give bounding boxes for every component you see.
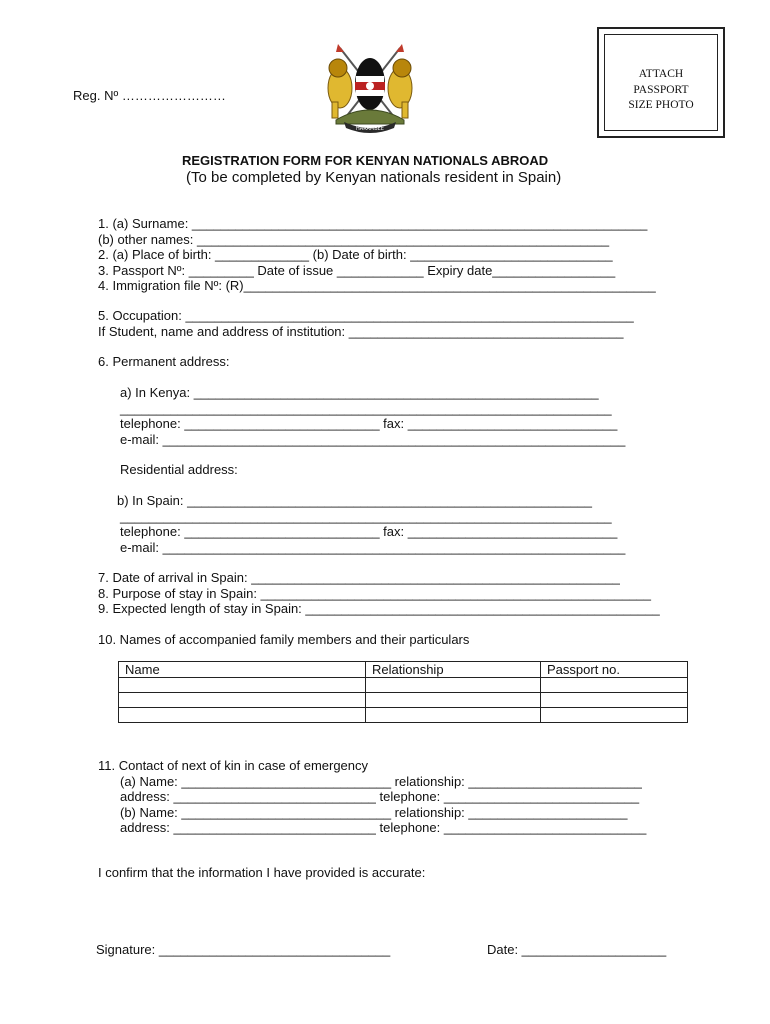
form-title: REGISTRATION FORM FOR KENYAN NATIONALS ABROAD [182,153,549,168]
other-names-field[interactable]: (b) other names: _________________________________________________________ [98,231,610,247]
spain-address-field[interactable]: b) In Spain: ________________________________________________________ [117,493,592,508]
signature-field[interactable]: Signature: ________________________________ [96,942,391,957]
spain-email-field[interactable]: e-mail: ________________________________________________________________ [120,539,626,555]
table-row[interactable] [119,678,688,693]
photo-label-line-2: PASSPORT [633,83,689,96]
family-members-table [118,661,688,723]
spain-address-line-2[interactable]: ____________________________________________________________________ [120,508,612,524]
photo-label-line-1: ATTACH [638,68,684,80]
family-members-heading: 10. Names of accompanied family members and their particulars [98,632,470,647]
kin-b-address-field[interactable]: address: ____________________________ telephone: ____________________________ [120,820,647,835]
passport-field[interactable]: 3. Passport Nº: _________ Date of issue ____________ Expiry date_________________ [98,262,616,278]
kin-b-name-field[interactable]: (b) Name: _____________________________ relationship: ______________________ [120,804,628,820]
kin-a-name-field[interactable]: (a) Name: _____________________________ relationship: ________________________ [120,773,642,789]
kenya-email-field[interactable]: e-mail: ________________________________________________________________ [120,431,626,447]
photo-label-line-3: SIZE PHOTO [628,99,694,111]
kin-a-address-field[interactable]: address: ____________________________ telephone: ___________________________ [120,789,640,804]
birth-field[interactable]: 2. (a) Place of birth: _____________ (b) Date of birth: ____________________________ [98,247,613,262]
confirmation-text: I confirm that the information I have provided is accurate: [98,865,426,880]
table-header-row [119,662,688,678]
emblem-motto: HARAMBEE [356,126,384,132]
institution-field[interactable]: If Student, name and address of institution: ______________________________________ [98,323,624,339]
permanent-address-heading: 6. Permanent address: [98,354,230,369]
form-subtitle: (To be completed by Kenyan nationals resident in Spain) [186,169,562,186]
column-name: Name [119,662,366,678]
kenya-coat-of-arms-icon [318,42,422,134]
column-passport: Passport no. [541,662,688,678]
kenya-address-line-2[interactable]: ____________________________________________________________________ [120,400,612,416]
length-of-stay-field[interactable]: 9. Expected length of stay in Spain: _________________________________________________ [98,601,660,616]
kenya-telephone-fax[interactable]: telephone: ___________________________ fax: _____________________________ [120,416,618,431]
immigration-file-field[interactable]: 4. Immigration file Nº: (R)_________________________________________________________ [98,278,656,293]
arrival-date-field[interactable]: 7. Date of arrival in Spain: ___________________________________________________ [98,570,620,585]
date-field[interactable]: Date: ____________________ [487,942,667,957]
surname-field[interactable]: 1. (a) Surname: _______________________________________________________________ [98,216,648,231]
table-row[interactable] [119,708,688,723]
next-of-kin-heading: 11. Contact of next of kin in case of emergency [98,758,369,773]
purpose-field[interactable]: 8. Purpose of stay in Spain: ______________________________________________________ [98,585,652,601]
residential-address-heading: Residential address: [120,462,238,477]
column-relationship: Relationship [366,662,541,678]
spain-telephone-fax[interactable]: telephone: ___________________________ fax: _____________________________ [120,524,618,539]
table-row[interactable] [119,693,688,708]
passport-photo-box [597,27,725,138]
kenya-address-field[interactable]: a) In Kenya: ________________________________________________________ [120,385,599,400]
occupation-field[interactable]: 5. Occupation: ______________________________________________________________ [98,308,634,323]
reg-number: Reg. Nº …………………… [73,88,226,103]
